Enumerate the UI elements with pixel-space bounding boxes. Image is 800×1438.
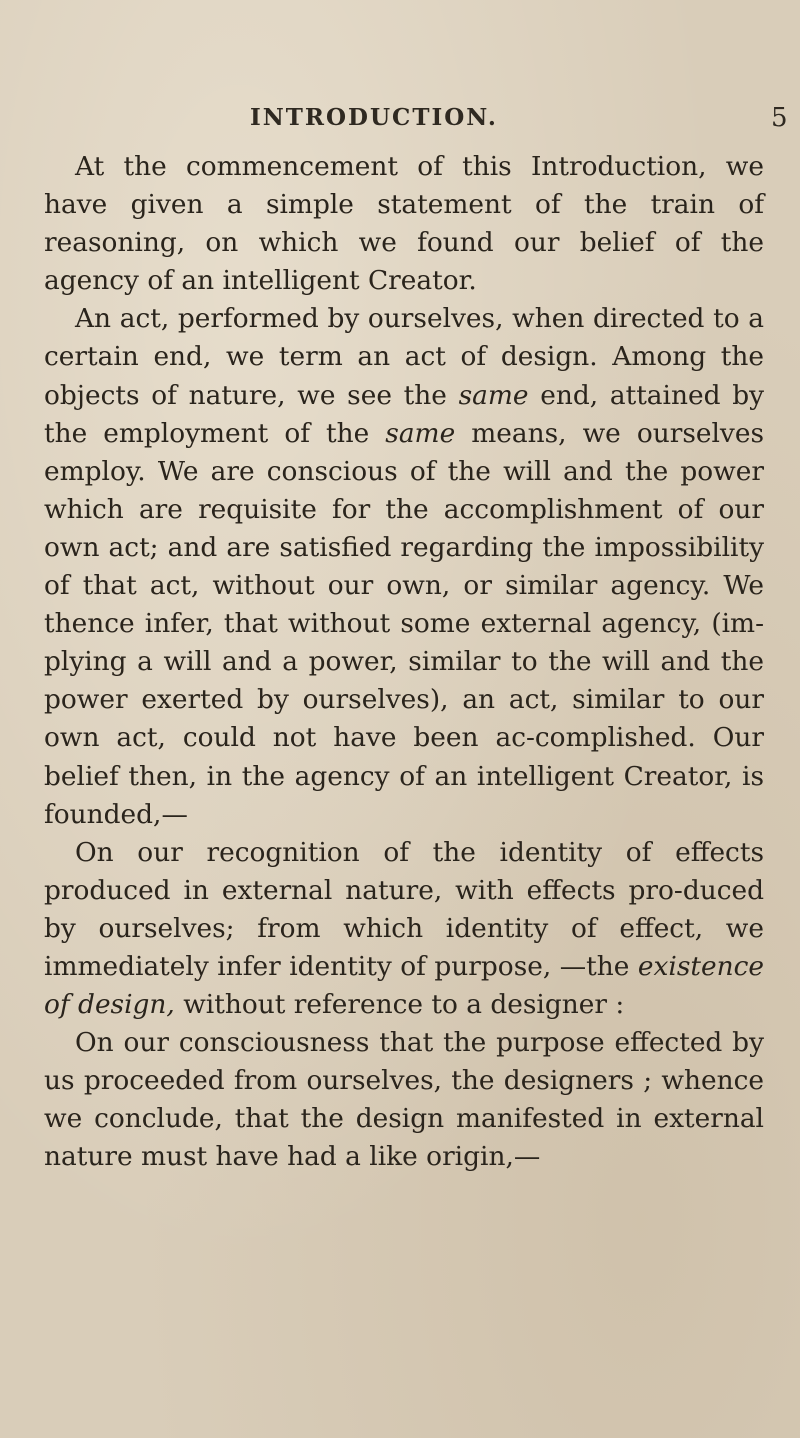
italic-text: same [385,417,456,449]
body-text [44,148,764,1177]
text-segment: On our consciousness that the purpose effected by us proceeded from ourselves, the designers ; whence we conclude, that the design manifested in external nature must have had a like origin,— [44,1027,764,1173]
text-segment: At the commencement of this Introduction, we have given a simple statement of the train of reasoning, on which we found our belief of the agency of an intelligent Creator. [44,151,764,297]
paragraph [44,148,764,300]
paragraph [44,1024,764,1176]
paragraph [44,300,764,833]
text-segment: An act, performed by ourselves, when directed to a certain end, we term an act of design. Among the objects of nature, we see the [44,303,764,411]
paragraph [44,834,764,1024]
italic-text: existence of design, [44,950,764,1021]
italic-text: same [458,379,529,411]
text-segment: On our recognition of the identity of effects produced in external nature, with effects pro-duced by ourselves; from which identity of effect, we immediately infer identity of purpose, —the [44,836,764,982]
text-segment: end, attained by the employment of the [44,379,764,449]
running-title: INTRODUCTION. [250,104,498,131]
text-segment: without reference to a designer : [174,989,625,1021]
text-segment: means, we ourselves employ. We are conscious of the will and the power which are requisite for the accomplishment of our own act; and are satisfied regarding the impossibility of that act, without our own, or similar agency. We thence infer, that without some external agency, (im-plying a will and a power, similar to the will and the power exerted by ourselves), an act, similar to our own act, could not have been ac-complished. Our belief then, in the agency of an intelligent Creator, is founded,— [44,417,765,830]
page-number: 5 [771,103,788,133]
